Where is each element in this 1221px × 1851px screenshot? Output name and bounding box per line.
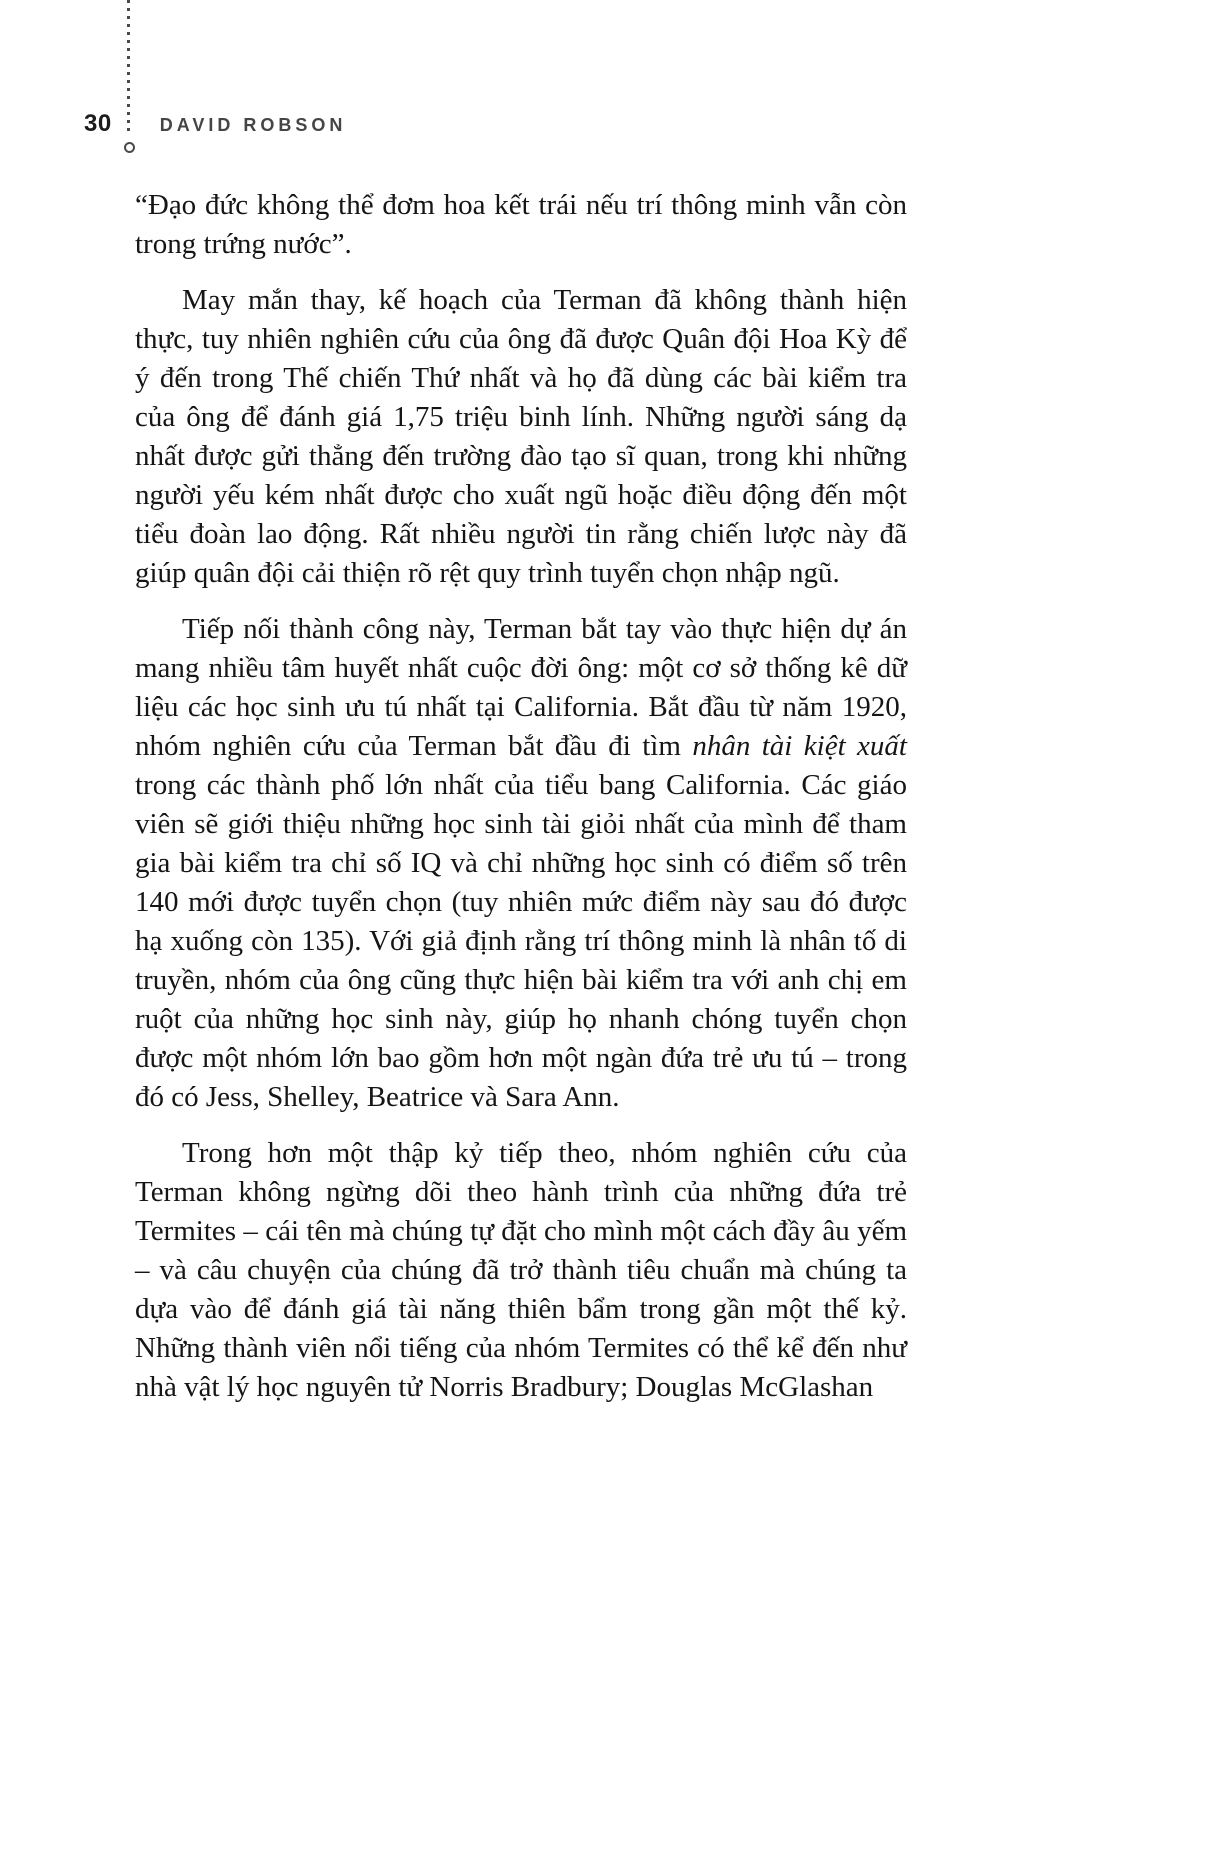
running-header-author: DAVID ROBSON [159,115,347,135]
paragraph [135,610,907,1117]
page-body [135,186,907,1407]
paragraph [135,281,907,593]
paragraph [135,186,907,264]
text-run: Tiếp nối thành công này, Terman bắt tay vào thực hiện dự án mang nhiều tâm huyết nhất cuộc đời ông: một cơ sở thống kê dữ liệu các học sinh ưu tú nhất tại California. Bắt đầu từ năm 1920, nhóm nghiên cứu của Terman bắt đầu đi tìm [135,613,907,762]
text-run: Trong hơn một thập kỷ tiếp theo, nhóm nghiên cứu của Terman không ngừng dõi theo hành trình của những đứa trẻ Termites – cái tên mà chúng tự đặt cho mình một cách đầy âu yếm – và câu chuyện của chúng đã trở thành tiêu chuẩn mà chúng ta dựa vào để đánh giá tài năng thiên bẩm trong gần một thế kỷ. Những thành viên nổi tiếng của nhóm Termites có thể kể đến như nhà vật lý học nguyên tử Norris Bradbury; Douglas McGlashan [135,1137,907,1403]
page-header [84,110,346,138]
text-run: May mắn thay, kế hoạch của Terman đã không thành hiện thực, tuy nhiên nghiên cứu của ông đã được Quân đội Hoa Kỳ để ý đến trong Thế chiến Thứ nhất và họ đã dùng các bài kiểm tra của ông để đánh giá 1,75 triệu binh lính. Những người sáng dạ nhất được gửi thẳng đến trường đào tạo sĩ quan, trong khi những người yếu kém nhất được cho xuất ngũ hoặc điều động đến một tiểu đoàn lao động. Rất nhiều người tin rằng chiến lược này đã giúp quân đội cải thiện rõ rệt quy trình tuyển chọn nhập ngũ. [135,284,907,589]
decorative-circle-ornament [124,142,135,153]
paragraph [135,1134,907,1407]
text-run: trong các thành phố lớn nhất của tiểu bang California. Các giáo viên sẽ giới thiệu những học sinh tài giỏi nhất của mình để tham gia bài kiểm tra chỉ số IQ và chỉ những học sinh có điểm số trên 140 mới được tuyển chọn (tuy nhiên mức điểm này sau đó được hạ xuống còn 135). Với giả định rằng trí thông minh là nhân tố di truyền, nhóm của ông cũng thực hiện bài kiểm tra với anh chị em ruột của những học sinh này, giúp họ nhanh chóng tuyển chọn được một nhóm lớn bao gồm hơn một ngàn đứa trẻ ưu tú – trong đó có Jess, Shelley, Beatrice và Sara Ann. [135,769,907,1113]
italic-phrase: nhân tài kiệt xuất [692,730,907,762]
page-number: 30 [84,110,112,137]
text-run: “Đạo đức không thể đơm hoa kết trái nếu trí thông minh vẫn còn trong trứng nước”. [135,189,907,260]
